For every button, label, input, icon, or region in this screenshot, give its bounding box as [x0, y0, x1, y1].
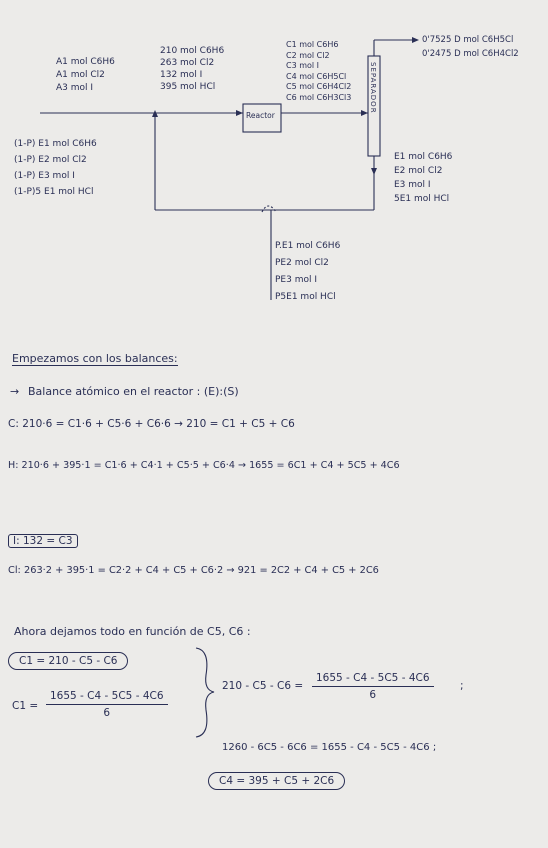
right-stream-line: E3 mol I [394, 180, 431, 190]
purge-line: P.E1 mol C6H6 [275, 241, 341, 251]
reactor-out-line: C4 mol C6H5Cl [286, 71, 347, 81]
reactor-out-line: C5 mol C6H4Cl2 [286, 82, 352, 91]
reactor-label: Reactor [246, 111, 275, 120]
c4-oval: C4 = 395 + C5 + 2C6 [208, 772, 345, 790]
c1-expression-b-lhs: C1 = [12, 700, 39, 712]
right-stream-line: E1 mol C6H6 [394, 152, 453, 162]
relation-1-denominator: 6 [369, 689, 377, 701]
recycle-line: (1-P) E2 mol Cl2 [14, 155, 87, 165]
relation-1-numerator: 1655 - C4 - 5C5 - 4C6 [312, 672, 434, 687]
balance-chlorine: Cl: 263·2 + 395·1 = C2·2 + C4 + C5 + C6·2 → 921 = 2C2 + C4 + C5 + 2C6 [8, 565, 379, 576]
c1-oval: C1 = 210 - C5 - C6 [8, 652, 128, 670]
purge-line: PE2 mol Cl2 [275, 258, 329, 268]
reactor-out-line: C6 mol C6H3Cl3 [286, 92, 352, 102]
right-stream-line: 5E1 mol HCl [394, 194, 450, 204]
reactor-feed-line: 132 mol I [160, 70, 203, 80]
reactor-out-line: C1 mol C6H6 [286, 40, 339, 49]
reactor-out-line: C3 mol I [286, 61, 320, 70]
reactor-feed-line: 210 mol C6H6 [160, 46, 225, 56]
relation-1-tail: ; [460, 680, 464, 692]
feed-left-line: A1 mol C6H6 [56, 57, 115, 67]
relation-1-fraction [312, 672, 434, 701]
iodine-equation: I: 132 = C3 [8, 534, 78, 548]
right-stream-line: E2 mol Cl2 [394, 166, 443, 176]
top-outlet-line: 0'2475 D mol C6H4Cl2 [422, 49, 519, 59]
reactor-feed-line: 395 mol HCl [160, 82, 216, 92]
arrow-bullet-icon: → [10, 385, 20, 398]
c1-fraction-numerator: 1655 - C4 - 5C5 - 4C6 [46, 690, 168, 705]
notes-subheading: Balance atómico en el reactor : (E):(S) [28, 385, 239, 398]
top-outlet-line: 0'7525 D mol C6H5Cl [422, 35, 514, 45]
reactor-out-line: C2 mol Cl2 [286, 50, 330, 60]
separator-label: SEPARADOR [369, 62, 377, 114]
recycle-line: (1-P)5 E1 mol HCl [14, 187, 94, 197]
balance-carbon: C: 210·6 = C1·6 + C5·6 + C6·6 → 210 = C1 + C5 + C6 [8, 418, 295, 430]
recycle-line: (1-P) E1 mol C6H6 [14, 139, 97, 149]
relation-2: 1260 - 6C5 - 6C6 = 1655 - C4 - 5C5 - 4C6 ; [222, 742, 437, 753]
notes-heading: Empezamos con los balances: [12, 352, 178, 365]
c1-fraction-denominator: 6 [103, 707, 111, 719]
purge-line: PE3 mol I [275, 275, 317, 285]
reactor-feed-line: 263 mol Cl2 [160, 58, 215, 68]
feed-left-line: A3 mol I [56, 83, 94, 93]
relation-1-lhs: 210 - C5 - C6 = [222, 680, 304, 692]
purge-line: P5E1 mol HCl [275, 292, 336, 302]
notes-ahora: Ahora dejamos todo en función de C5, C6 : [14, 625, 251, 638]
balance-hydrogen: H: 210·6 + 395·1 = C1·6 + C4·1 + C5·5 + C6·4 → 1655 = 6C1 + C4 + 5C5 + 4C6 [8, 460, 400, 471]
feed-left-line: A1 mol Cl2 [56, 70, 105, 80]
recycle-line: (1-P) E3 mol I [14, 171, 75, 181]
relation-3 [208, 775, 345, 787]
